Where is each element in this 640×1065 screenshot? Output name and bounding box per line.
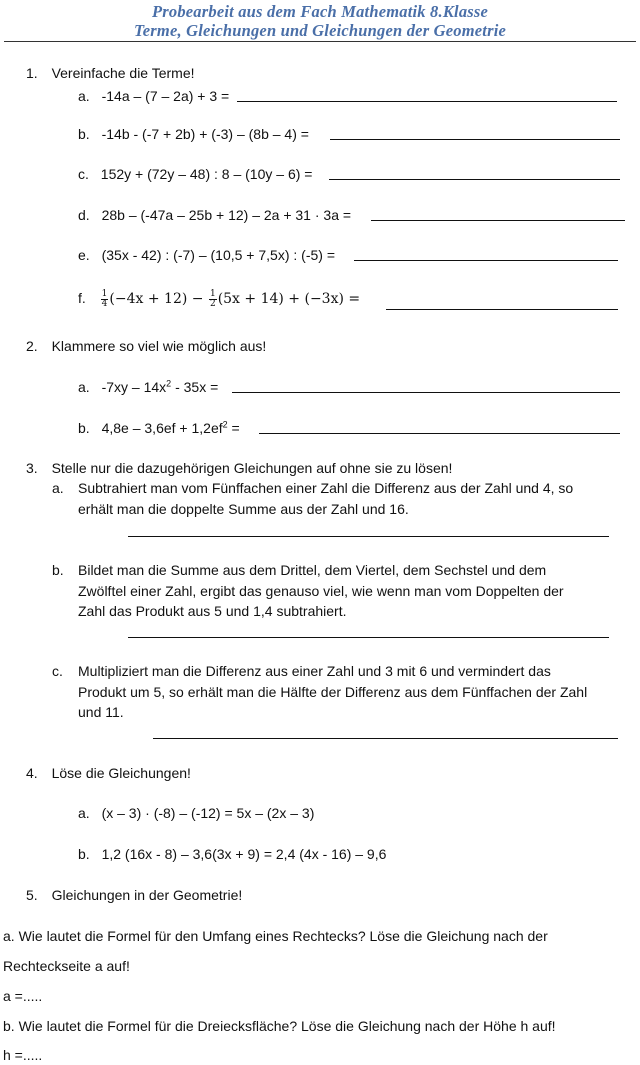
task5-item-a-answer[interactable]: a =..... bbox=[3, 988, 43, 1004]
task1-heading bbox=[26, 63, 195, 83]
item-label: d. bbox=[78, 207, 90, 223]
task5-item-a-line2: Rechteckseite a auf! bbox=[3, 958, 130, 974]
answer-line[interactable] bbox=[329, 179, 620, 180]
item-label: a. bbox=[78, 805, 90, 821]
task4-heading bbox=[26, 763, 191, 783]
task-title: Gleichungen in der Geometrie! bbox=[51, 887, 243, 903]
item-label: c. bbox=[52, 663, 63, 679]
task-number: 1. bbox=[26, 65, 38, 81]
task2-item-a bbox=[78, 377, 218, 397]
item-label: e. bbox=[78, 247, 90, 263]
answer-line[interactable] bbox=[371, 220, 625, 221]
item-label: a. bbox=[78, 88, 90, 104]
item-expression: (x – 3) · (-8) – (-12) = 5x – (2x – 3) bbox=[101, 805, 315, 821]
answer-line[interactable] bbox=[237, 101, 617, 102]
item-expression: (35x - 42) : (-7) – (10,5 + 7,5x) : (-5) = bbox=[101, 247, 335, 263]
answer-line[interactable] bbox=[259, 433, 620, 434]
task2-item-b bbox=[78, 418, 240, 438]
fraction: $\frac{1}{2}$ bbox=[209, 288, 216, 309]
task2-heading bbox=[26, 336, 266, 356]
task3-item-b-text: Bildet man die Summe aus dem Drittel, dem Viertel, dem Sechstel und dem Zwölftel einer Zahl, ergibt das genauso viel, wie wenn man vom Doppelten der Zahl das Produkt aus 5 und 1,4 subtrahiert. bbox=[78, 562, 564, 619]
item-expression: 152y + (72y – 48) : 8 – (10y – 6) = bbox=[100, 166, 313, 182]
item-expression: -14b - (-7 + 2b) + (-3) – (8b – 4) = bbox=[101, 126, 309, 142]
answer-line[interactable] bbox=[354, 260, 618, 261]
task1-item-b bbox=[78, 124, 309, 144]
item-label: f. bbox=[78, 290, 86, 306]
answer-line[interactable] bbox=[128, 536, 609, 537]
header-title: Probearbeit aus dem Fach Mathematik 8.Klasse bbox=[151, 2, 489, 21]
task-title: Löse die Gleichungen! bbox=[51, 765, 191, 781]
task-number: 3. bbox=[26, 460, 38, 476]
header-subtitle: Terme, Gleichungen und Gleichungen der Geometrie bbox=[134, 21, 506, 40]
item-label: c. bbox=[78, 166, 89, 182]
task-number: 4. bbox=[26, 765, 38, 781]
answer-line[interactable] bbox=[386, 309, 618, 310]
task1-item-c bbox=[78, 164, 312, 184]
fraction: $\frac{1}{4}$ bbox=[101, 288, 108, 309]
item-label: a. bbox=[52, 480, 64, 496]
item-label: b. bbox=[78, 126, 90, 142]
task1-item-a bbox=[78, 86, 229, 106]
item-expression: $-7xy - 14x^2 - 35x$ = bbox=[101, 378, 219, 395]
task-number: 2. bbox=[26, 338, 38, 354]
task3-item-a-text: Subtrahiert man vom Fünffachen einer Zahl die Differenz aus der Zahl und 4, so erhält man die doppelte Summe aus der Zahl und 16. bbox=[78, 480, 574, 517]
task4-item-a bbox=[78, 803, 314, 823]
header-divider bbox=[4, 41, 636, 42]
item-expression: 1,2 (16x - 8) – 3,6(3x + 9) = 2,4 (4x - 16) – 9,6 bbox=[101, 846, 387, 862]
item-expression: -14a – (7 – 2a) + 3 = bbox=[101, 88, 230, 104]
task4-item-b bbox=[78, 844, 386, 864]
item-label: b. bbox=[78, 420, 90, 436]
task5-item-b-line1: b. Wie lautet die Formel für die Dreiecksfläche? Löse die Gleichung nach der Höhe h auf! bbox=[3, 1018, 556, 1034]
task-title: Vereinfache die Terme! bbox=[51, 65, 195, 81]
item-expression: $4,8e - 3,6ef + 1,2ef^2$ = bbox=[101, 419, 240, 436]
item-label: b. bbox=[52, 562, 64, 578]
task1-item-d bbox=[78, 205, 351, 225]
item-label: b. bbox=[78, 846, 90, 862]
task1-item-f bbox=[78, 288, 360, 309]
item-expression: 28b – (-47a – 25b + 12) – 2a + 31 · 3a = bbox=[101, 207, 352, 223]
task3-item-c-text: Multipliziert man die Differenz aus einer Zahl und 3 mit 6 und vermindert das Produkt um 5, so erhält man die Hälfte der Differenz aus dem Fünffachen der Zahl und 11. bbox=[78, 663, 588, 720]
task5-item-b-answer[interactable]: h =..... bbox=[3, 1047, 43, 1063]
item-expression: $\frac{1}{4}$ (−4x + 12) − $\frac{1}{2}$ (5x + 14) + (−3x) = bbox=[101, 288, 361, 309]
item-label: a. bbox=[78, 379, 90, 395]
answer-line[interactable] bbox=[153, 738, 618, 739]
task3-heading bbox=[26, 458, 452, 478]
answer-line[interactable] bbox=[330, 139, 620, 140]
answer-line[interactable] bbox=[128, 637, 609, 638]
task-title: Stelle nur die dazugehörigen Gleichungen auf ohne sie zu lösen! bbox=[51, 460, 453, 476]
task-number: 5. bbox=[26, 887, 38, 903]
answer-line[interactable] bbox=[232, 392, 620, 393]
task1-item-e bbox=[78, 245, 335, 265]
task5-heading bbox=[26, 885, 242, 905]
task5-item-a-line1: a. Wie lautet die Formel für den Umfang eines Rechtecks? Löse die Gleichung nach der bbox=[3, 928, 548, 944]
task-title: Klammere so viel wie möglich aus! bbox=[51, 338, 267, 354]
